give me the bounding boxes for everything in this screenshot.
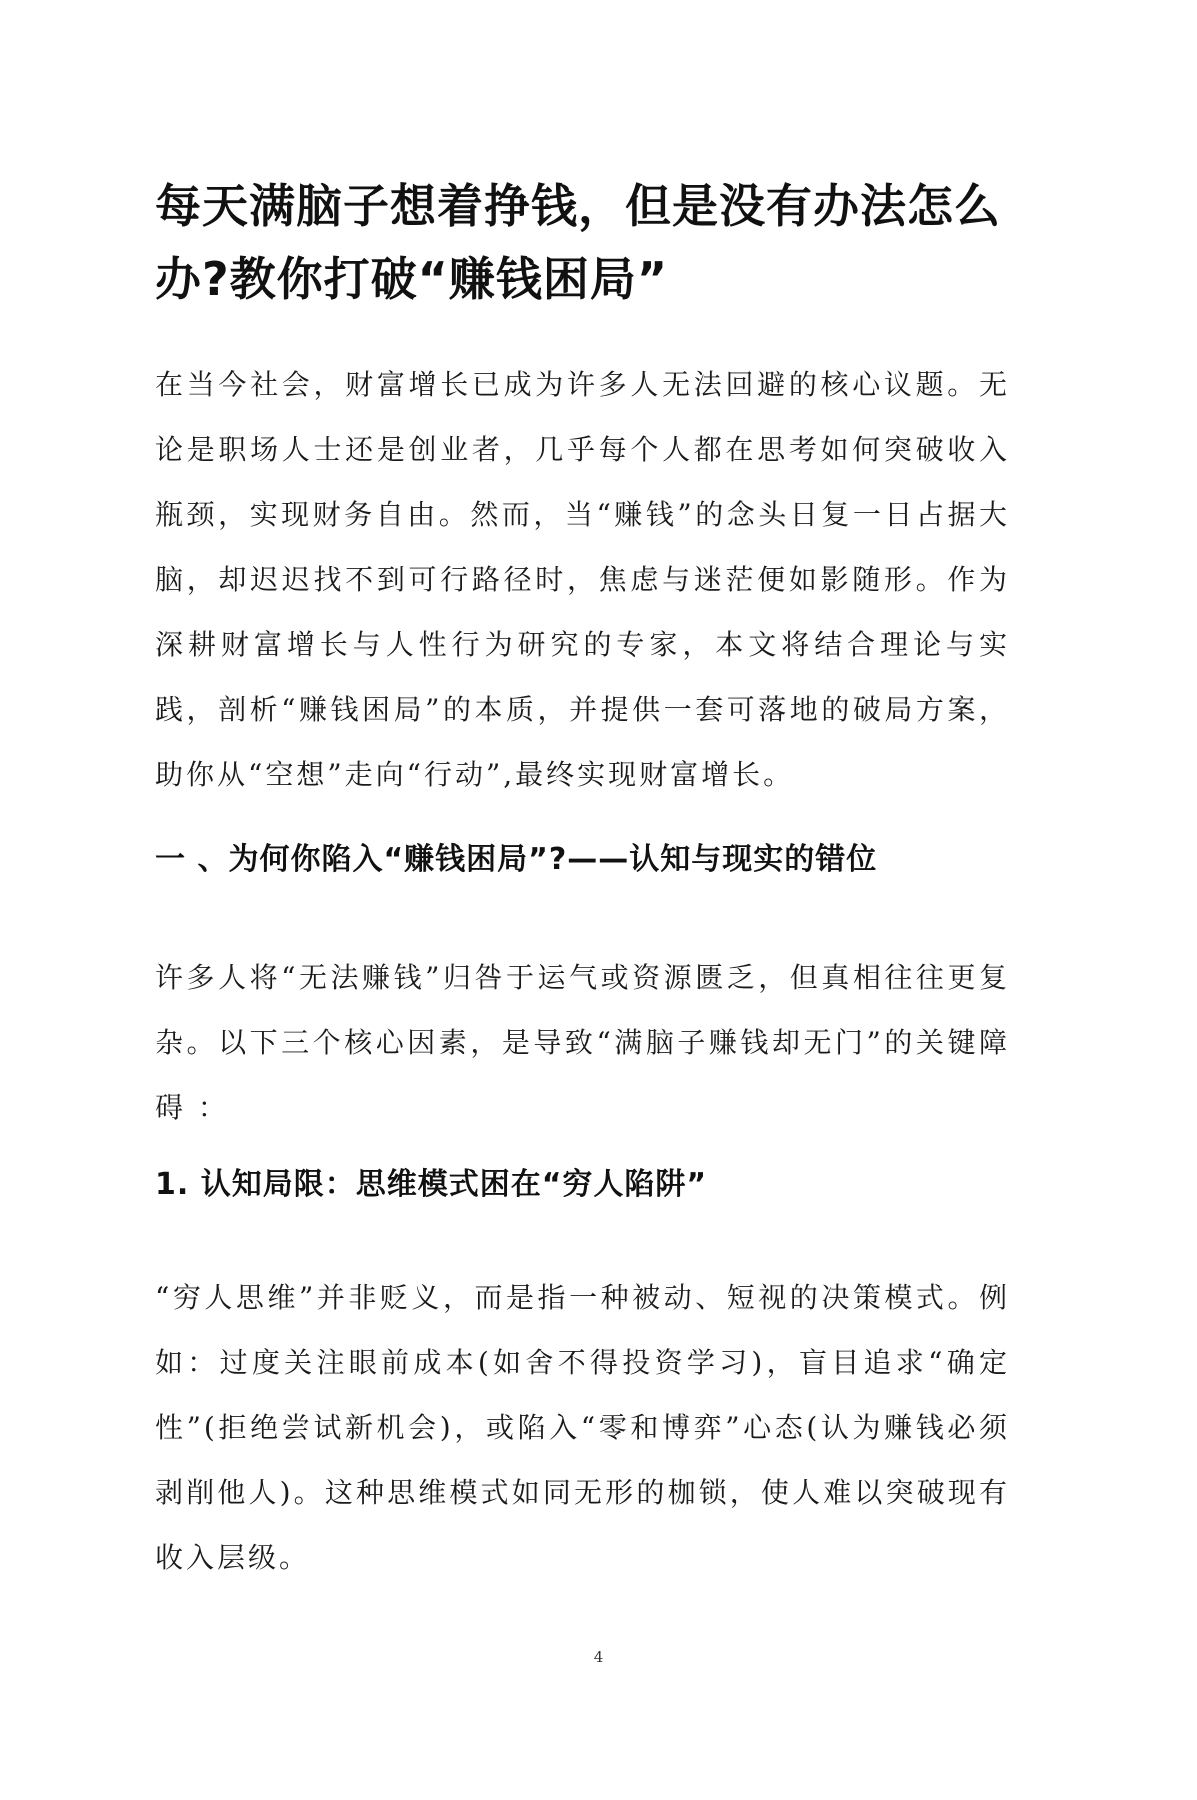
article-title: 每天满脑子想着挣钱，但是没有办法怎么办?教你打破“赚钱困局”: [155, 179, 1001, 306]
page-number: 4: [593, 1648, 604, 1666]
section-1-paragraph: 许多人将“无法赚钱”归咎于运气或资源匮乏，但真相往往更复杂。以下三个核心因素，是导致“满脑子赚钱却无门”的关键障碍 ：: [155, 961, 1010, 1124]
intro-paragraph: 在当今社会，财富增长已成为许多人无法回避的核心议题。无论是职场人士还是创业者，几乎每个人都在思考如何突破收入瓶颈，实现财务自由。然而，当“赚钱”的念头日复一日占据大脑，却迟迟找不到可行路径时，焦虑与迷茫便如影随形。作为深耕财富增长与人性行为研究的专家，本文将结合理论与实践，剖析“赚钱困局”的本质，并提供一套可落地的破局方案，助你从“空想”走向“行动”,最终实现财富增长。: [155, 368, 1010, 791]
section-1-heading: 一 、为何你陷入“赚钱困局”?——认知与现实的错位: [155, 842, 878, 877]
subsection-1-heading: 1. 认知局限：思维模式困在“穷人陷阱”: [155, 1167, 708, 1202]
subsection-1-paragraph: “穷人思维”并非贬义，而是指一种被动、短视的决策模式。例如：过度关注眼前成本(如舍不得投资学习)，盲目追求“确定性”(拒绝尝试新机会)，或陷入“零和博弈”心态(认为赚钱必须剥削他人)。这种思维模式如同无形的枷锁，使人难以突破现有收入层级。: [155, 1281, 1010, 1574]
